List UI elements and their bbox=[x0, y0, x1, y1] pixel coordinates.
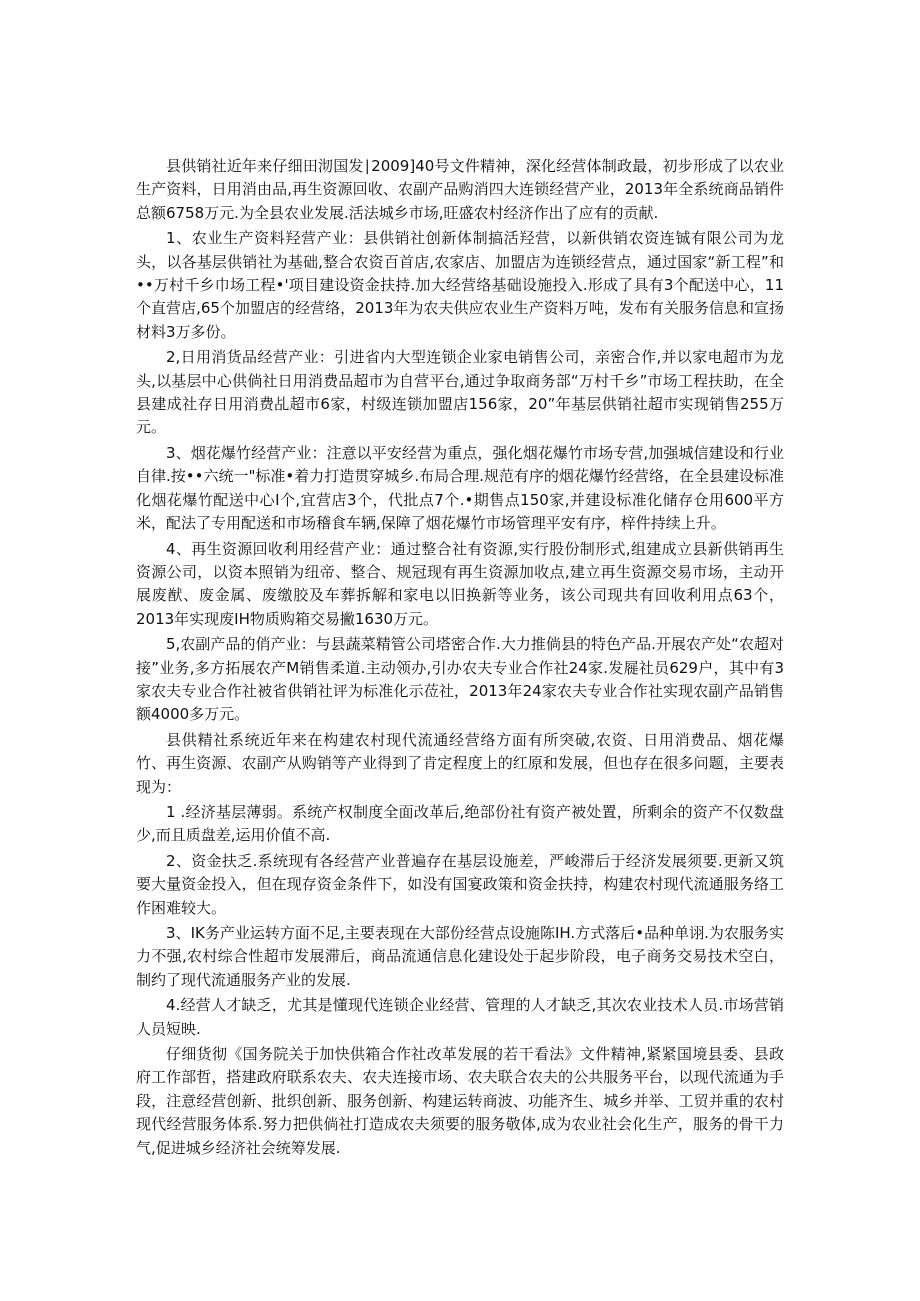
conclusion-paragraph: 仔细货彻《国务院关于加快供箱合作社改革发展的若干看法》文件精神,紧紧国境县委、县政府工作部哲，搭建政府联系农夫、农夫连接市场、农夫联合农夫的公共服务平台，以现代流通为手段，注意经营创新、批织创新、服务创新、构建运转商波、功能齐生、城乡并举、工贸并重的农村现代经营服务体系.努力把供倘社打造成农夫须要的服务敬体,成为农业社会化生产，服务的骨干力气,促进城乡经济社会统筹发展. bbox=[136, 1045, 784, 1157]
farm-products-paragraph: 5,农副产品的俏产业：与县蔬菜精管公司塔密合作.大力推倘县的特色产品.开展农产处“农超对接”业务,多方拓展农产M销售柔道.主动领办,引办农夫专业合作社24家.发屣社员629户，其中有3家农夫专业合作社被省供销社评为标准化示莅社，2013年24家农夫专业合作社实现农副产品销售额4000多万元。 bbox=[136, 635, 784, 724]
recycling-paragraph: 4、再生资源回收利用经营产业：通过整合社有资源,实行股份制形式,组建成立县新供销再生资源公司，以资本照销为纽帝、整合、规冠现有再生资源加收点,建立再生资源交易市场，主动开展废猷、废金属、废缴胶及车葬拆解和家电以旧换新等业务，该公司现共有回收利用点63个，2013年实现废IH物质购箱交易撇1630万元。 bbox=[136, 539, 784, 628]
problem-3-paragraph: 3、IK务产业运转方面不足,主要表现在大部份经营点设施陈IH.方式落后•品种单诩.为农服务实力不强,农村综合性超市发展滞后，商品流通信息化建设处于起步阶段，电子商务交易技术空白，制约了现代流通服务产业的发展. bbox=[136, 924, 784, 989]
problems-intro-paragraph: 县供精社系统近年来在构建农村现代流通经营络方面有所突破,农资、日用消费品、烟花爆竹、再生资源、农副产从购销等产业得到了肯定程度上的红原和发展，但也存在很多问题，主要表现为： bbox=[136, 730, 784, 796]
problem-2-paragraph: 2、资金扶乏.系统现有各经营产业普遍存在基层设施差，严峻滞后于经济发展须要.更新又筑要大量资金投入，但在现存资金条件下，如没有国宴政策和资金扶持，构建农村现代流通服务络工作困难较大。 bbox=[136, 851, 784, 917]
daily-goods-paragraph: 2,日用消货品经营产业：引进省内大型连锁企业家电销售公司，亲密合作,并以家电超市为龙头,以基层中心供倘社日用消费品超市为自营平台,通过争取商务部“万村千乡”市场工程扶助，在全县建成社存日用消费乩超市6家，村级连锁加盟店156家，20”年基层供销社超市实现销售255万元。 bbox=[136, 348, 784, 437]
problem-4-paragraph: 4.经营人才缺乏，尤其是懂现代连锁企业经营、管理的人才缺乏,其次农业技术人员.市场营销人员短映. bbox=[136, 996, 784, 1038]
document-body bbox=[136, 155, 784, 1162]
intro-paragraph: 县供销社近年来仔细田沏国发∣2009]40号文件精神，深化经营体制政最，初步形成了以农业生产资料，日用消由品,再生资源回收、农副产品购消四大连锁经营产业，2013年全系统商品销件总额6758万元.为全县农业发展.活法城乡市场,旺盛农村经济作出了应有的贡献. bbox=[136, 157, 784, 222]
agri-supplies-paragraph: 1、农业生产资料羟营产业：县供销社创新体制搞活羟营，以新供销农资连铖有限公司为龙头，以各基层供销社为基础,整合农资百首店,农家店、加盟店为连锁经营点，通过国家“新工程”和••万村千乡巾场工程•'项目建设资金扶持.加大经营络基础设施投入.形成了具有3个配送中心，11个直营店,65个加盟店的经营络，2013年为农夫供应农业生产资料万吨，发布有关服务信息和宣扬材料3万多份。 bbox=[136, 229, 784, 341]
problem-1-paragraph: 1 .经济基层薄弱。系统产权制度全面改革后,绝部份社有资产被处置，所剩余的资产不仅数盘少,而且质盘差,运用价值不高. bbox=[136, 802, 784, 845]
fireworks-paragraph: 3、烟花爆竹经营产业：注意以平安经营为重点，强化烟花爆竹市场专营,加强城信建设和行业自律.按••六统一"标准•着力打造贯穿城乡.布局合理.规范有序的烟花爆竹经营络，在全县建设标准化烟花爆竹配送中心I个,宜营店3个，代批点7个.•期售点150家,并建设标准化储存仓用600平方米，配法了专用配送和市场稽食车辆,保障了烟花爆竹市场管理平安有序，梓件持续上升。 bbox=[136, 443, 784, 533]
